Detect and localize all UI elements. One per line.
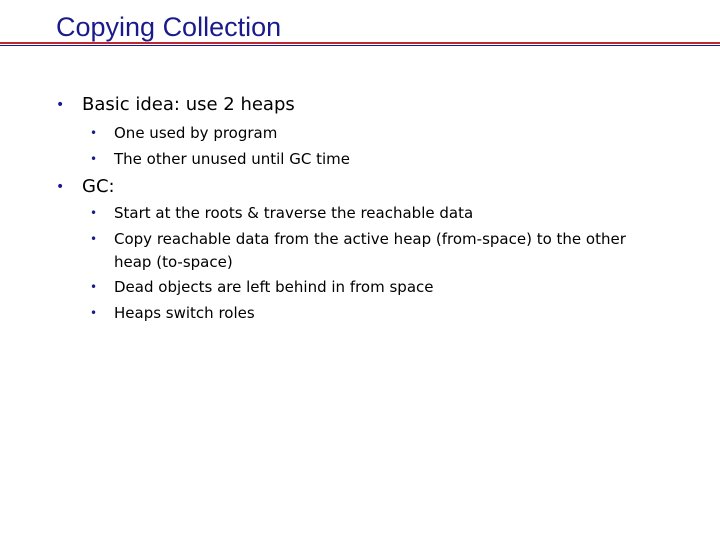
title-rule-navy (0, 45, 720, 46)
title-rule-red (0, 42, 720, 44)
sub-bullet-dead-objects: Dead objects are left behind in from space (114, 278, 434, 296)
bullet-dot-icon: • (56, 179, 65, 195)
sub-bullet-heaps-switch: Heaps switch roles (114, 304, 255, 322)
bullet-dot-icon: • (90, 280, 98, 294)
sub-bullet-one-used: One used by program (114, 124, 278, 142)
sub-bullet-copy-reachable: Copy reachable data from the active heap (from-space) to the other (114, 230, 626, 248)
bullet-dot-icon: • (90, 152, 98, 166)
sub-bullet-start-roots: Start at the roots & traverse the reachable data (114, 204, 474, 222)
sub-bullet-copy-reachable-cont: heap (to-space) (114, 253, 233, 271)
bullet-basic-idea: Basic idea: use 2 heaps (82, 94, 295, 115)
slide-title: Copying Collection (56, 12, 282, 42)
bullet-gc: GC: (82, 176, 115, 197)
bullet-dot-icon: • (90, 206, 98, 220)
bullet-dot-icon: • (90, 126, 98, 140)
bullet-dot-icon: • (90, 232, 98, 246)
bullet-dot-icon: • (56, 97, 65, 113)
sub-bullet-other-unused: The other unused until GC time (114, 150, 351, 168)
bullet-dot-icon: • (90, 306, 98, 320)
